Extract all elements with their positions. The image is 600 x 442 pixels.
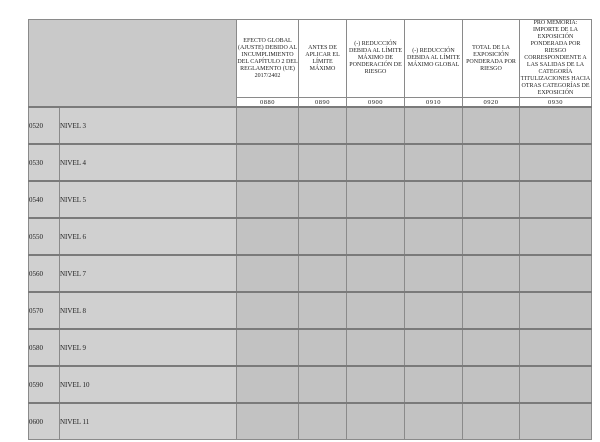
column-header: ANTES DE APLICAR EL LÍMITE MÁXIMO xyxy=(299,20,347,98)
data-cell[interactable] xyxy=(237,403,299,440)
data-cell[interactable] xyxy=(520,329,592,366)
data-cell[interactable] xyxy=(405,255,463,292)
data-cell[interactable] xyxy=(520,292,592,329)
row-label: NIVEL 3 xyxy=(60,107,237,144)
data-cell[interactable] xyxy=(237,292,299,329)
data-cell[interactable] xyxy=(520,181,592,218)
data-cell[interactable] xyxy=(237,366,299,403)
data-cell[interactable] xyxy=(237,255,299,292)
row-label: NIVEL 10 xyxy=(60,366,237,403)
data-cell[interactable] xyxy=(347,255,405,292)
data-cell[interactable] xyxy=(520,218,592,255)
data-cell[interactable] xyxy=(463,255,520,292)
regulatory-table xyxy=(28,19,592,440)
data-cell[interactable] xyxy=(463,292,520,329)
data-cell[interactable] xyxy=(405,403,463,440)
data-cell[interactable] xyxy=(237,144,299,181)
column-header: (-) REDUCCIÓN DEBIDA AL LÍMITE MÁXIMO GLOBAL xyxy=(405,20,463,98)
row-label: NIVEL 8 xyxy=(60,292,237,329)
data-cell[interactable] xyxy=(463,181,520,218)
column-header: PRO MEMORIA: IMPORTE DE LA EXPOSICIÓN PONDERADA POR RIESGO CORRESPONDIENTE A LAS SALIDAS DE LA CATEGORÍA TITULIZACIONES HACIA OTRAS CATEGORÍAS DE EXPOSICIÓN xyxy=(520,20,591,96)
row-label: NIVEL 6 xyxy=(60,218,237,255)
row-label: NIVEL 5 xyxy=(60,181,237,218)
data-cell[interactable] xyxy=(347,144,405,181)
data-cell[interactable] xyxy=(347,107,405,144)
data-cell[interactable] xyxy=(405,107,463,144)
data-cell[interactable] xyxy=(237,181,299,218)
data-cell[interactable] xyxy=(299,144,347,181)
row-label: NIVEL 11 xyxy=(60,403,237,440)
data-cell[interactable] xyxy=(520,403,592,440)
data-cell[interactable] xyxy=(299,403,347,440)
header-row xyxy=(29,20,592,98)
table-row xyxy=(29,218,592,255)
data-cell[interactable] xyxy=(405,144,463,181)
row-code: 0570 xyxy=(29,292,60,329)
data-cell[interactable] xyxy=(520,107,592,144)
table-row xyxy=(29,181,592,218)
table-row xyxy=(29,292,592,329)
column-code: 0930 xyxy=(520,98,592,108)
data-cell[interactable] xyxy=(299,181,347,218)
data-cell[interactable] xyxy=(299,292,347,329)
row-code: 0590 xyxy=(29,366,60,403)
column-code: 0900 xyxy=(347,98,405,108)
data-cell[interactable] xyxy=(347,329,405,366)
table-row xyxy=(29,329,592,366)
row-code: 0600 xyxy=(29,403,60,440)
table-row xyxy=(29,366,592,403)
data-cell[interactable] xyxy=(463,329,520,366)
column-code: 0880 xyxy=(237,98,299,108)
column-code: 0920 xyxy=(463,98,520,108)
data-cell[interactable] xyxy=(463,218,520,255)
table-row xyxy=(29,144,592,181)
data-cell[interactable] xyxy=(463,107,520,144)
data-cell[interactable] xyxy=(347,366,405,403)
column-header: (-) REDUCCIÓN DEBIDA AL LÍMITE MÁXIMO DE PONDERACIÓN DE RIESGO xyxy=(347,20,405,98)
column-code: 0910 xyxy=(405,98,463,108)
column-header: EFECTO GLOBAL (AJUSTE) DEBIDO AL INCUMPLIMIENTO DEL CAPÍTULO 2 DEL REGLAMENTO (UE) 2017/2402 xyxy=(237,20,299,98)
row-label: NIVEL 7 xyxy=(60,255,237,292)
data-cell[interactable] xyxy=(405,218,463,255)
data-cell[interactable] xyxy=(405,329,463,366)
data-cell[interactable] xyxy=(520,144,592,181)
row-code: 0560 xyxy=(29,255,60,292)
table-row xyxy=(29,255,592,292)
data-cell[interactable] xyxy=(347,292,405,329)
data-cell[interactable] xyxy=(237,107,299,144)
data-cell[interactable] xyxy=(237,218,299,255)
data-cell[interactable] xyxy=(520,255,592,292)
row-label: NIVEL 9 xyxy=(60,329,237,366)
data-cell[interactable] xyxy=(347,403,405,440)
data-cell[interactable] xyxy=(347,218,405,255)
data-cell[interactable] xyxy=(463,366,520,403)
data-cell[interactable] xyxy=(520,366,592,403)
data-cell[interactable] xyxy=(463,144,520,181)
column-header: TOTAL DE LA EXPOSICIÓN PONDERADA POR RIESGO xyxy=(463,20,520,98)
column-code: 0890 xyxy=(299,98,347,108)
data-cell[interactable] xyxy=(299,255,347,292)
row-code: 0520 xyxy=(29,107,60,144)
data-cell[interactable] xyxy=(237,329,299,366)
data-cell[interactable] xyxy=(299,218,347,255)
row-code: 0530 xyxy=(29,144,60,181)
data-cell[interactable] xyxy=(405,366,463,403)
row-code: 0550 xyxy=(29,218,60,255)
data-cell[interactable] xyxy=(299,366,347,403)
table-row xyxy=(29,107,592,144)
data-cell[interactable] xyxy=(463,403,520,440)
table-row xyxy=(29,403,592,440)
row-label: NIVEL 4 xyxy=(60,144,237,181)
row-code: 0540 xyxy=(29,181,60,218)
data-cell[interactable] xyxy=(405,292,463,329)
data-cell[interactable] xyxy=(299,107,347,144)
data-cell[interactable] xyxy=(299,329,347,366)
data-cell[interactable] xyxy=(405,181,463,218)
row-code: 0580 xyxy=(29,329,60,366)
data-cell[interactable] xyxy=(347,181,405,218)
corner-cell xyxy=(29,20,237,108)
